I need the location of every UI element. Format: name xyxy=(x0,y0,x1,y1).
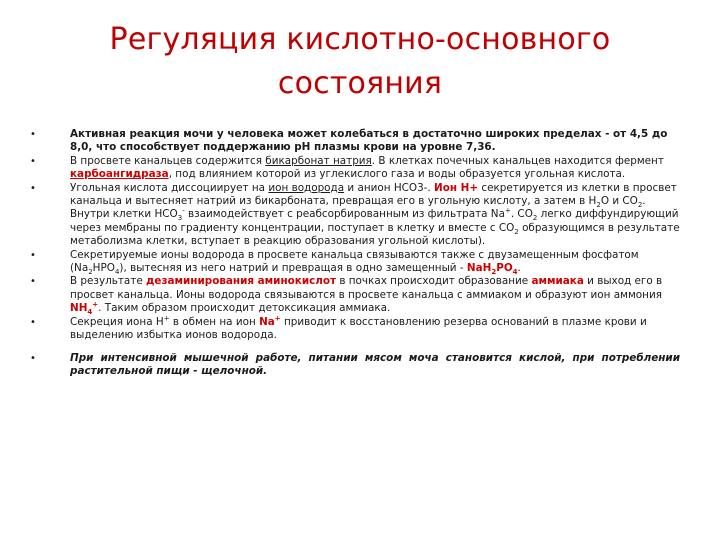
text-segment: образующимся в результате метаболизма клетки, вступает в реакцию образования угольной кислоты). xyxy=(70,221,680,248)
list-item-text xyxy=(70,316,680,343)
subscript: 2 xyxy=(491,268,497,277)
list-item-text xyxy=(70,182,680,249)
list-item xyxy=(30,155,680,182)
list-item-text xyxy=(70,155,680,182)
text-segment: При интенсивной мышечной работе, питании мясом моча становится кислой, при потреблении растительной пищи - щелочной. xyxy=(70,351,680,377)
text-segment: ), вытесняя из него натрий и превращая в одно замещенный - xyxy=(119,262,467,275)
text-segment: Секреция иона Н xyxy=(70,315,164,328)
text-segment: Активная реакция мочи у человека может колебаться в достаточно широких пределах - от 4,5 до 8,0, что способствует поддержанию рН плазмы крови на уровне 7,36. xyxy=(70,128,668,154)
superscript: + xyxy=(92,300,99,309)
bullet-list xyxy=(30,128,680,378)
term-link-sodium-bicarbonate[interactable]: бикарбонат натрия xyxy=(265,154,372,167)
superscript: - xyxy=(182,206,185,215)
subscript: 2 xyxy=(88,268,93,277)
highlight-sodium-ion xyxy=(259,316,281,328)
slide-title-line-1: Регуляция кислотно-основного xyxy=(109,22,611,57)
text-segment: и анион НСО3-. xyxy=(344,181,435,194)
text-segment: О и СО xyxy=(600,195,638,208)
text-segment: , под влиянием которой из углекислого газа и воды образуется угольная кислота. xyxy=(168,168,626,181)
text-segment: легко диффундирующий через мембраны по градиенту концентрации, поступает в клетку и вместе с СО xyxy=(70,208,679,234)
formula-part: РО xyxy=(496,262,513,275)
text-segment: . СО xyxy=(510,208,533,221)
highlight-h-ion: Ион Н+ xyxy=(434,181,479,194)
text-segment: взаимодействует с реабсорбированным из фильтрата Nа xyxy=(184,208,505,221)
subscript: 3 xyxy=(177,214,183,223)
text-segment: НРО xyxy=(92,262,115,275)
list-item xyxy=(30,182,680,249)
list-item-text xyxy=(70,249,680,276)
subscript: 4 xyxy=(512,268,518,277)
highlight-deamination: дезаминирования аминокислот xyxy=(146,275,337,288)
bullet-icon: • xyxy=(30,276,36,288)
text-segment: В результате xyxy=(70,275,147,288)
text-segment: . В клетках почечных канальцев находится фермент xyxy=(371,154,664,167)
list-item xyxy=(30,352,680,379)
subscript: 2 xyxy=(637,201,643,210)
highlight-ammonium xyxy=(70,300,99,317)
text-segment: . xyxy=(517,262,521,275)
text-segment: . Таким образом происходит детоксикация аммиака. xyxy=(98,302,391,315)
list-item xyxy=(30,249,680,276)
text-segment: приводит к восстановлению резерва оснований в плазме крови и выделению избытка ионов водорода. xyxy=(70,315,647,342)
bullet-icon: • xyxy=(30,182,36,194)
highlight-ammonia: аммиака xyxy=(531,275,584,288)
formula-part: NН xyxy=(70,302,88,315)
superscript: + xyxy=(274,314,281,323)
list-item-text xyxy=(70,128,680,155)
formula-part: Nа xyxy=(259,315,275,328)
bullet-icon: • xyxy=(30,316,36,328)
bullet-icon: • xyxy=(30,129,36,140)
list-item xyxy=(30,128,680,155)
bullet-icon: • xyxy=(30,352,36,364)
subscript: 2 xyxy=(596,201,601,210)
list-item xyxy=(30,316,680,343)
list-item-text xyxy=(70,275,680,315)
formula-part: NаН xyxy=(466,262,492,275)
list-item-text xyxy=(70,352,680,379)
subscript: 2 xyxy=(514,227,519,236)
superscript: + xyxy=(504,206,511,215)
highlight-formula xyxy=(466,262,518,277)
text-segment: секретируется из клетки в просвет канальца и вытесняет натрий из бикарбоната, превращая его в угольную кислоту, а затем в Н xyxy=(70,181,677,208)
term-link-carbonic-anhydrase[interactable]: карбоангидраза xyxy=(70,168,169,181)
bullet-icon: • xyxy=(30,155,36,167)
spacer xyxy=(30,343,680,352)
slide-title-line-2: состояния xyxy=(277,66,443,101)
slide-title xyxy=(40,18,680,106)
subscript: 4 xyxy=(114,268,120,277)
bullet-icon: • xyxy=(30,249,36,261)
text-segment: в почках происходит образование xyxy=(336,275,532,288)
subscript: 4 xyxy=(87,308,93,317)
subscript: 2 xyxy=(532,214,538,223)
term-link-hydrogen-ion[interactable]: ион водорода xyxy=(268,181,345,194)
text-segment: Угольная кислота диссоциирует на xyxy=(70,181,269,194)
superscript: + xyxy=(163,314,170,323)
list-item xyxy=(30,275,680,315)
text-segment: в обмен на ион xyxy=(169,315,260,328)
text-segment: . Внутри клетки НСО xyxy=(70,195,646,221)
text-segment: Секретируемые ионы водорода в просвете канальца связываются также с двузамещенным фосфатом (Nа xyxy=(70,248,639,275)
text-segment: и выход его в просвет канальца. Ионы водорода связываются в просвете канальца с аммиаком и образуют ион аммония xyxy=(70,275,663,301)
text-segment: В просвете канальцев содержится xyxy=(70,154,266,167)
